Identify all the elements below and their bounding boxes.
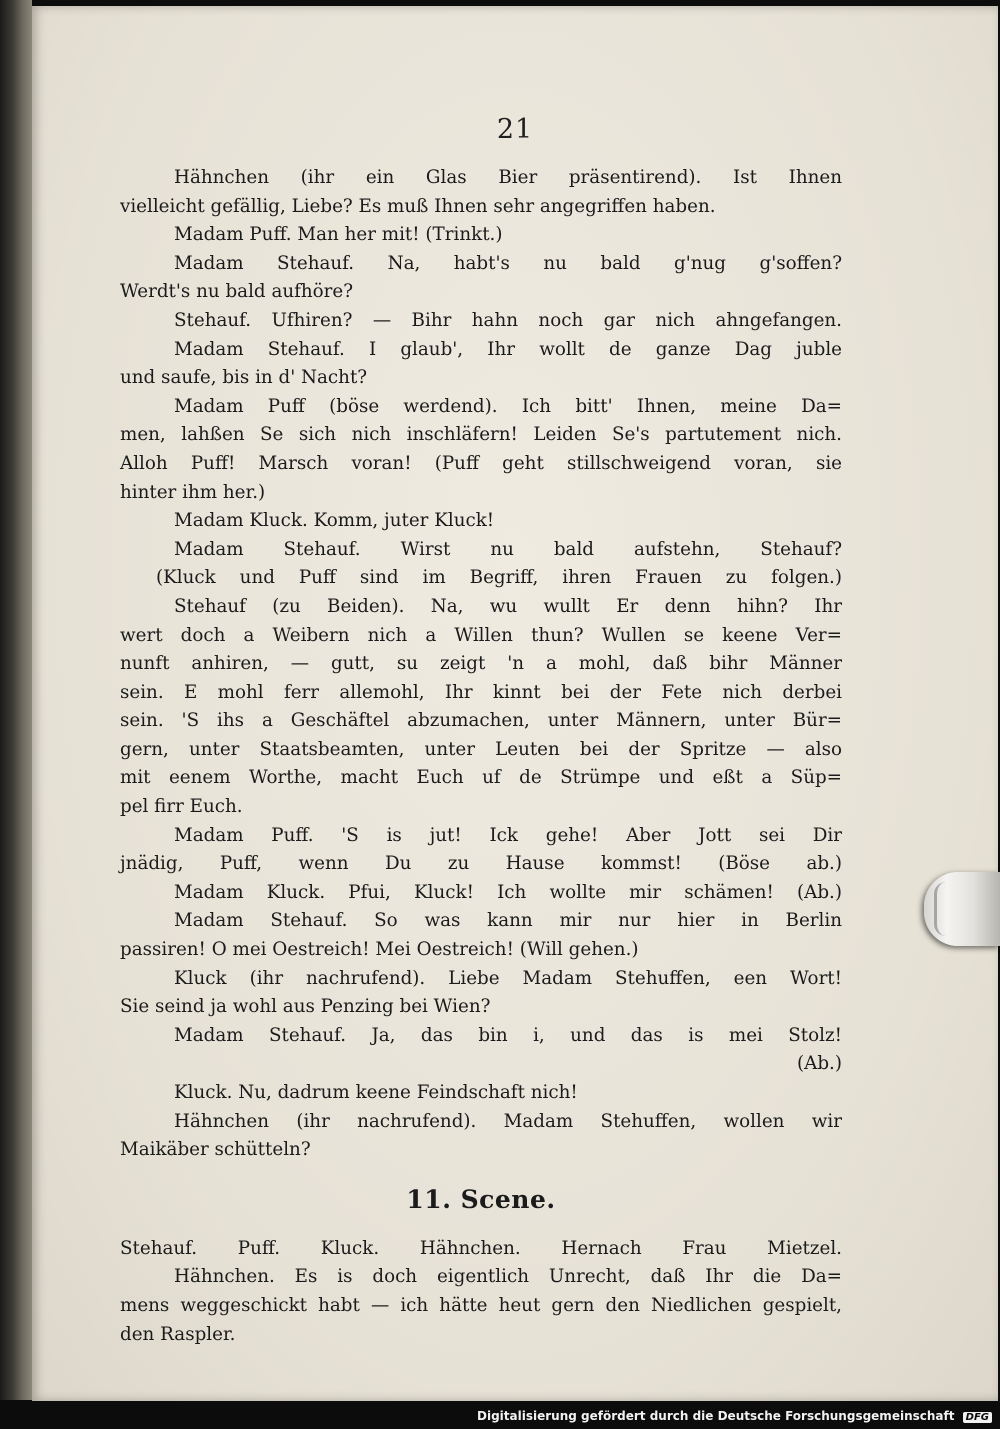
text-line: mens weggeschickt habt — ich hätte heut gern den Niedlichen gespielt,	[120, 1294, 842, 1316]
text-line: Hähnchen. Es is doch eigentlich Unrecht, daß Ihr die Da=	[174, 1266, 842, 1288]
text-line: Maikäber schütteln?	[120, 1139, 311, 1161]
text-line: Madam Kluck. Pfui, Kluck! Ich wollte mir schämen! (Ab.)	[174, 881, 842, 903]
text-line: Hähnchen (ihr ein Glas Bier präsentirend). Ist Ihnen	[174, 167, 842, 188]
text-line: men, lahßen Se sich nich inschläfern! Leiden Se's partutement nich.	[120, 424, 842, 446]
footer-text: Digitalisierung gefördert durch die Deutsche Forschungsgemeinschaft	[477, 1409, 955, 1423]
text-line: und saufe, bis in d' Nacht?	[120, 367, 368, 389]
page-clip	[924, 872, 1000, 946]
text-line: Madam Stehauf. I glaub', Ihr wollt de ganze Dag juble	[174, 338, 842, 360]
text-line: mit eenem Worthe, macht Euch uf de Strümpe und eßt a Süp=	[120, 767, 842, 789]
text-line: sein. E mohl ferr allemohl, Ihr kinnt bei der Fete nich derbei	[120, 681, 842, 703]
text-line: Madam Puff. Man her mit! (Trinkt.)	[174, 224, 503, 246]
text-line: jnädig, Puff, wenn Du zu Hause kommst! (Böse ab.)	[120, 853, 842, 875]
text-line: Alloh Puff! Marsch voran! (Puff geht stillschweigend voran, sie	[120, 452, 842, 474]
text-line: Madam Puff (böse werdend). Ich bitt' Ihnen, meine Da=	[174, 395, 842, 417]
book-spine-edge	[0, 0, 32, 1400]
text-line: (Kluck und Puff sind im Begriff, ihren Frauen zu folgen.)	[156, 567, 842, 589]
text-line: Sie seind ja wohl aus Penzing bei Wien?	[120, 996, 491, 1018]
text-line: wert doch a Weibern nich a Willen thun? Wullen se keene Ver=	[120, 624, 842, 646]
text-line: Madam Puff. 'S is jut! Ick gehe! Aber Jott sei Dir	[174, 824, 842, 846]
text-line: nunft anhiren, — gutt, su zeigt 'n a mohl, daß bihr Männer	[120, 653, 842, 675]
text-line: Madam Stehauf. Wirst nu bald aufstehn, Stehauf?	[174, 538, 842, 560]
text-line: Madam Stehauf. So was kann mir nur hier in Berlin	[174, 910, 842, 932]
book-page	[32, 6, 998, 1401]
text-line: sein. 'S ihs a Geschäftel abzumachen, unter Männern, unter Bür=	[120, 710, 842, 732]
text-line: Hähnchen (ihr nachrufend). Madam Stehuffen, wollen wir	[174, 1110, 842, 1132]
text-line: Madam Stehauf. Na, habt's nu bald g'nug g'soffen?	[174, 252, 842, 274]
text-line: Madam Stehauf. Ja, das bin i, und das is mei Stolz!	[174, 1024, 842, 1046]
text-line: gern, unter Staatsbeamten, unter Leuten bei der Spritze — also	[120, 738, 842, 760]
text-line: Stehauf (zu Beiden). Na, wu wullt Er denn hihn? Ihr	[174, 595, 842, 617]
text-line: vielleicht gefällig, Liebe? Es muß Ihnen sehr angegriffen haben.	[120, 195, 716, 217]
dfg-logo: DFG	[963, 1412, 992, 1423]
text-line: den Raspler.	[120, 1323, 236, 1345]
page-text	[120, 164, 842, 1349]
text-line: passiren! O mei Oestreich! Mei Oestreich! (Will gehen.)	[120, 939, 639, 961]
scene-heading: 11. Scene.	[406, 1184, 556, 1214]
text-line: (Ab.)	[797, 1053, 842, 1075]
text-line: Stehauf. Puff. Kluck. Hähnchen. Hernach Frau Mietzel.	[120, 1237, 842, 1259]
text-line: Kluck (ihr nachrufend). Liebe Madam Stehuffen, een Wort!	[174, 967, 842, 989]
text-line: hinter ihm her.)	[120, 481, 266, 503]
text-line: Werdt's nu bald aufhöre?	[120, 281, 354, 303]
text-line: Kluck. Nu, dadrum keene Feindschaft nich!	[174, 1082, 578, 1103]
text-line: pel firr Euch.	[120, 796, 243, 818]
page-number: 21	[496, 114, 534, 145]
footer-credit	[477, 1409, 992, 1423]
text-line: Madam Kluck. Komm, juter Kluck!	[174, 510, 495, 532]
text-line: Stehauf. Ufhiren? — Bihr hahn noch gar nich ahngefangen.	[174, 309, 842, 331]
